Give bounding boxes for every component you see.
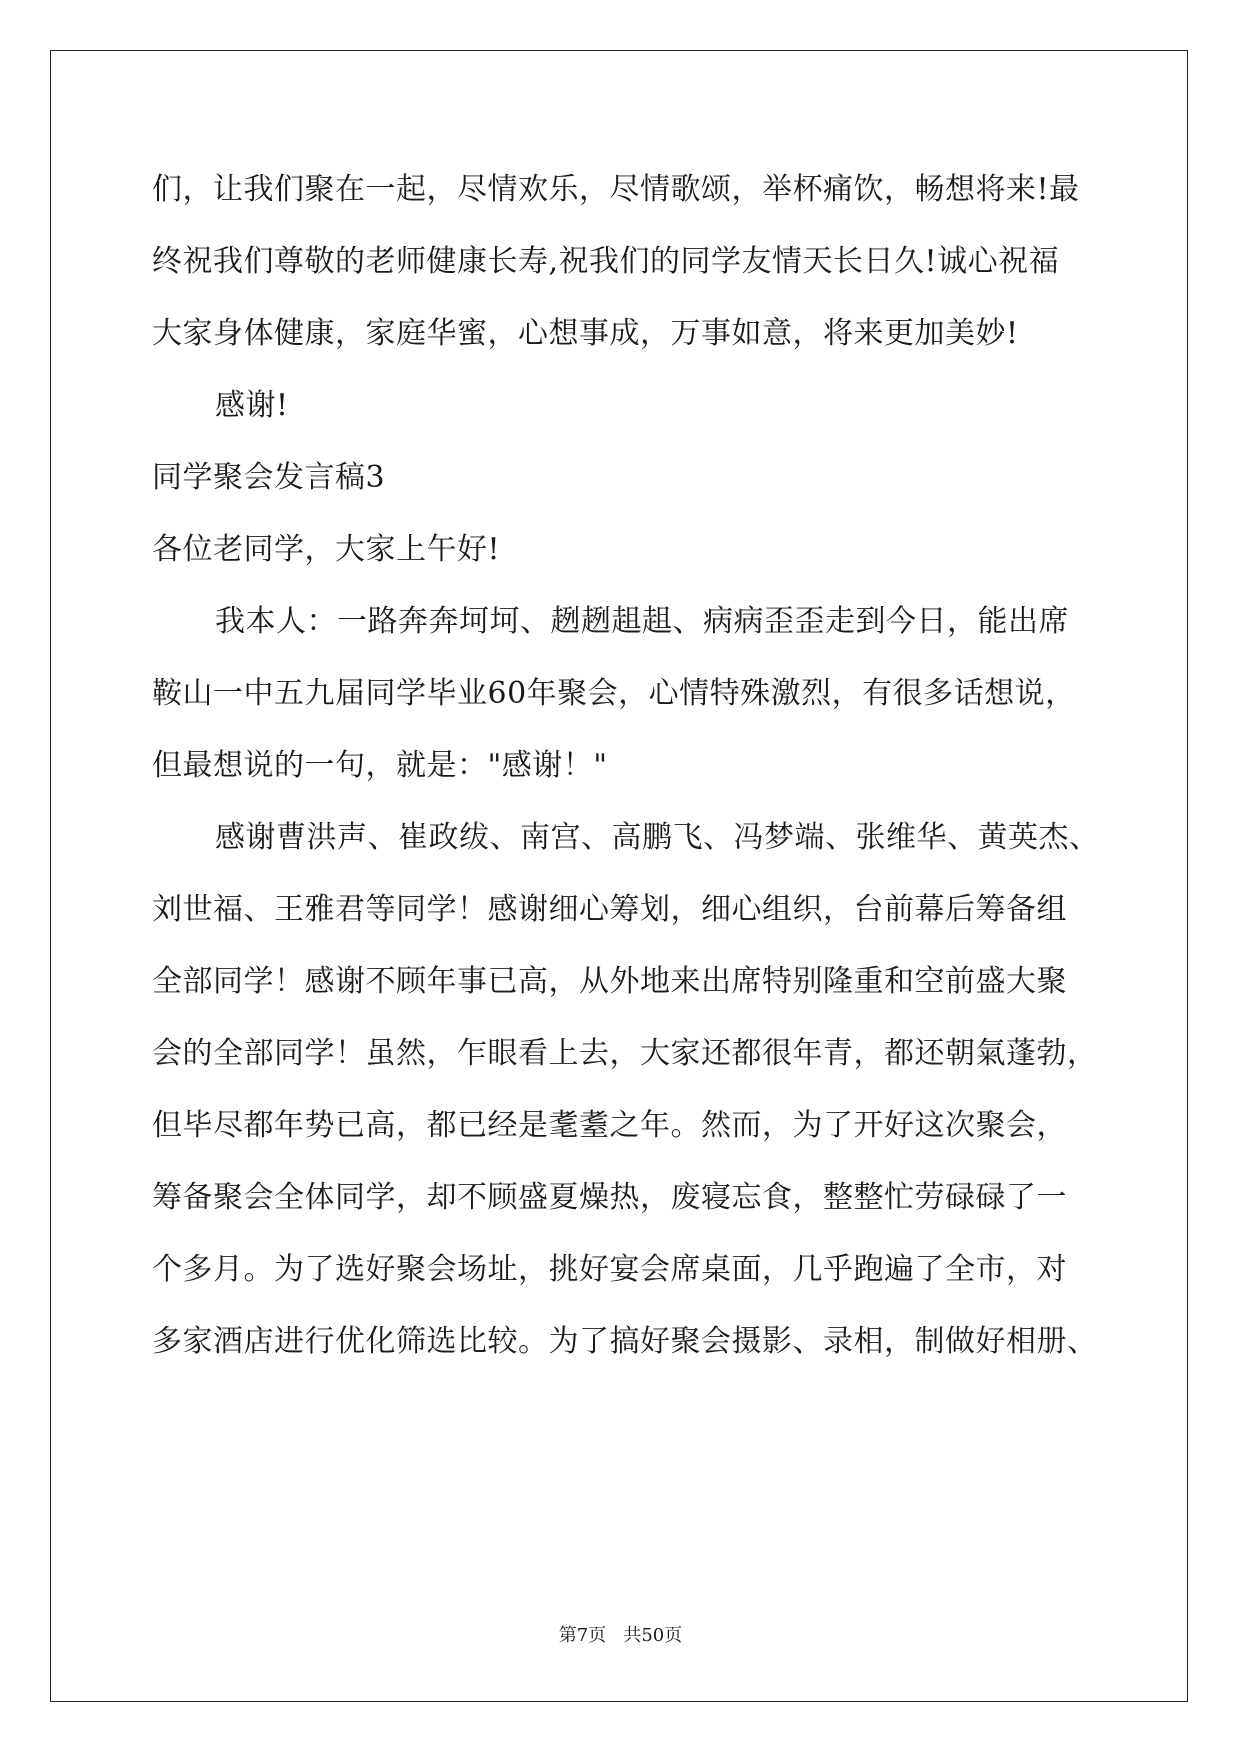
page-border xyxy=(50,50,1188,1702)
text-line-11: 刘世福、王雅君等同学！感谢细心筹划，细心组织，台前幕后筹备组 xyxy=(152,892,1067,927)
text-line-14: 但毕尽都年势已高，都已经是耄耋之年。然而，为了开好这次聚会， xyxy=(152,1108,1067,1143)
section-heading: 同学聚会发言稿3 xyxy=(152,460,386,495)
text-line-1: 们，让我们聚在一起，尽情欢乐，尽情歌颂，举杯痛饮，畅想将来!最 xyxy=(152,172,1080,207)
text-line-15: 筹备聚会全体同学，却不顾盛夏燥热，废寝忘食，整整忙劳碌碌了一 xyxy=(152,1180,1067,1215)
text-line-10: 感谢曹洪声、崔政绂、南宫、高鹏飞、冯梦端、张维华、黄英杰、 xyxy=(215,820,1100,855)
text-line-12: 全部同学！感谢不顾年事已高，从外地来出席特别隆重和空前盛大聚 xyxy=(152,964,1067,999)
text-line-4: 感谢! xyxy=(215,388,289,423)
text-line-9: 但最想说的一句，就是："感谢！" xyxy=(152,748,608,783)
text-line-8: 鞍山一中五九届同学毕业60年聚会，心情特殊激烈，有很多话想说， xyxy=(152,676,1076,711)
text-line-7: 我本人：一路奔奔坷坷、趔趔趄趄、病病歪歪走到今日，能出席 xyxy=(215,604,1069,639)
text-line-2: 终祝我们尊敬的老师健康长寿,祝我们的同学友情天长日久!诚心祝福 xyxy=(152,244,1060,279)
greeting-line: 各位老同学，大家上午好! xyxy=(152,532,501,567)
text-line-13: 会的全部同学！虽然，乍眼看上去，大家还都很年青，都还朝氣蓬勃， xyxy=(152,1036,1098,1071)
text-line-3: 大家身体健康，家庭华蜜，心想事成，万事如意，将来更加美妙! xyxy=(152,316,1019,351)
page-number-footer: 第7页 共50页 xyxy=(558,1625,683,1646)
text-line-17: 多家酒店进行优化筛选比较。为了搞好聚会摄影、录相，制做好相册、 xyxy=(152,1324,1098,1359)
text-line-16: 个多月。为了选好聚会场址，挑好宴会席桌面，几乎跑遍了全市，对 xyxy=(152,1252,1067,1287)
